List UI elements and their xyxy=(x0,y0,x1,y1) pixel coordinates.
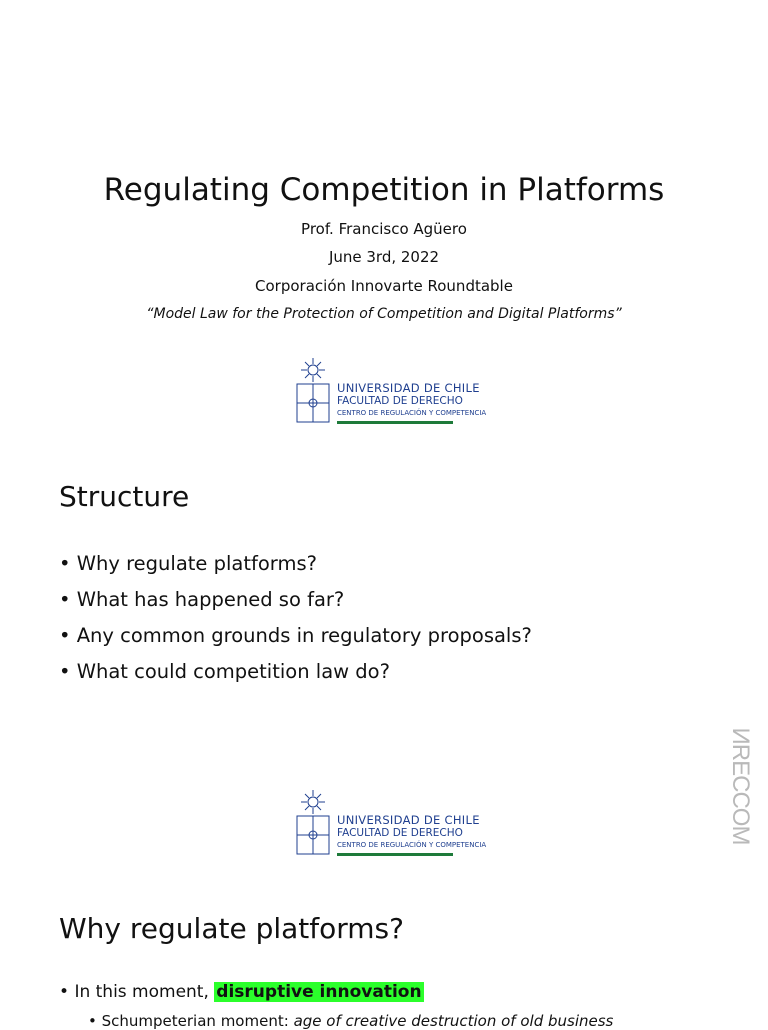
structure-heading: Structure xyxy=(59,480,190,513)
list-item xyxy=(59,982,424,1002)
watermark-text: ИRECCOM xyxy=(727,727,754,845)
bullet-prefix: In this moment, xyxy=(74,982,209,1002)
logo-underline xyxy=(337,421,453,424)
sub-list-item xyxy=(88,1012,613,1030)
date: June 3rd, 2022 xyxy=(328,248,440,266)
sub-prefix: Schumpeterian moment: xyxy=(101,1012,289,1030)
sub-italic: age of creative destruction of old business xyxy=(293,1012,614,1030)
logo-line-1: UNIVERSIDAD DE CHILE xyxy=(337,813,480,827)
university-crest-icon xyxy=(295,358,331,426)
logo-line-2: FACULTAD DE DERECHO xyxy=(337,827,463,839)
highlighted-text: disruptive innovation xyxy=(216,982,422,1002)
slide-title: Regulating Competition in Platforms xyxy=(103,172,665,208)
bullet-glyph: • xyxy=(88,1012,97,1030)
slide-subtitle: “Model Law for the Protection of Competition and Digital Platforms” xyxy=(146,306,622,322)
logo-line-1: UNIVERSIDAD DE CHILE xyxy=(337,381,480,395)
logo-underline xyxy=(337,853,453,856)
author: Prof. Francisco Agüero xyxy=(301,220,467,238)
logo-line-3: CENTRO DE REGULACIÓN Y COMPETENCIA xyxy=(337,409,487,417)
university-logo xyxy=(295,358,485,428)
list-item: • Any common grounds in regulatory proposals? xyxy=(59,620,532,656)
university-logo-2 xyxy=(295,790,485,860)
watermark xyxy=(726,726,754,846)
list-item: • What has happened so far? xyxy=(59,584,532,620)
logo-line-2: FACULTAD DE DERECHO xyxy=(337,395,463,407)
event-name: Corporación Innovarte Roundtable xyxy=(255,277,513,295)
why-heading: Why regulate platforms? xyxy=(59,912,405,945)
university-crest-icon xyxy=(295,790,331,858)
bullet-glyph: • xyxy=(59,982,70,1002)
structure-list xyxy=(59,548,532,692)
list-item: • What could competition law do? xyxy=(59,656,532,692)
logo-line-3: CENTRO DE REGULACIÓN Y COMPETENCIA xyxy=(337,841,487,849)
list-item: • Why regulate platforms? xyxy=(59,548,532,584)
